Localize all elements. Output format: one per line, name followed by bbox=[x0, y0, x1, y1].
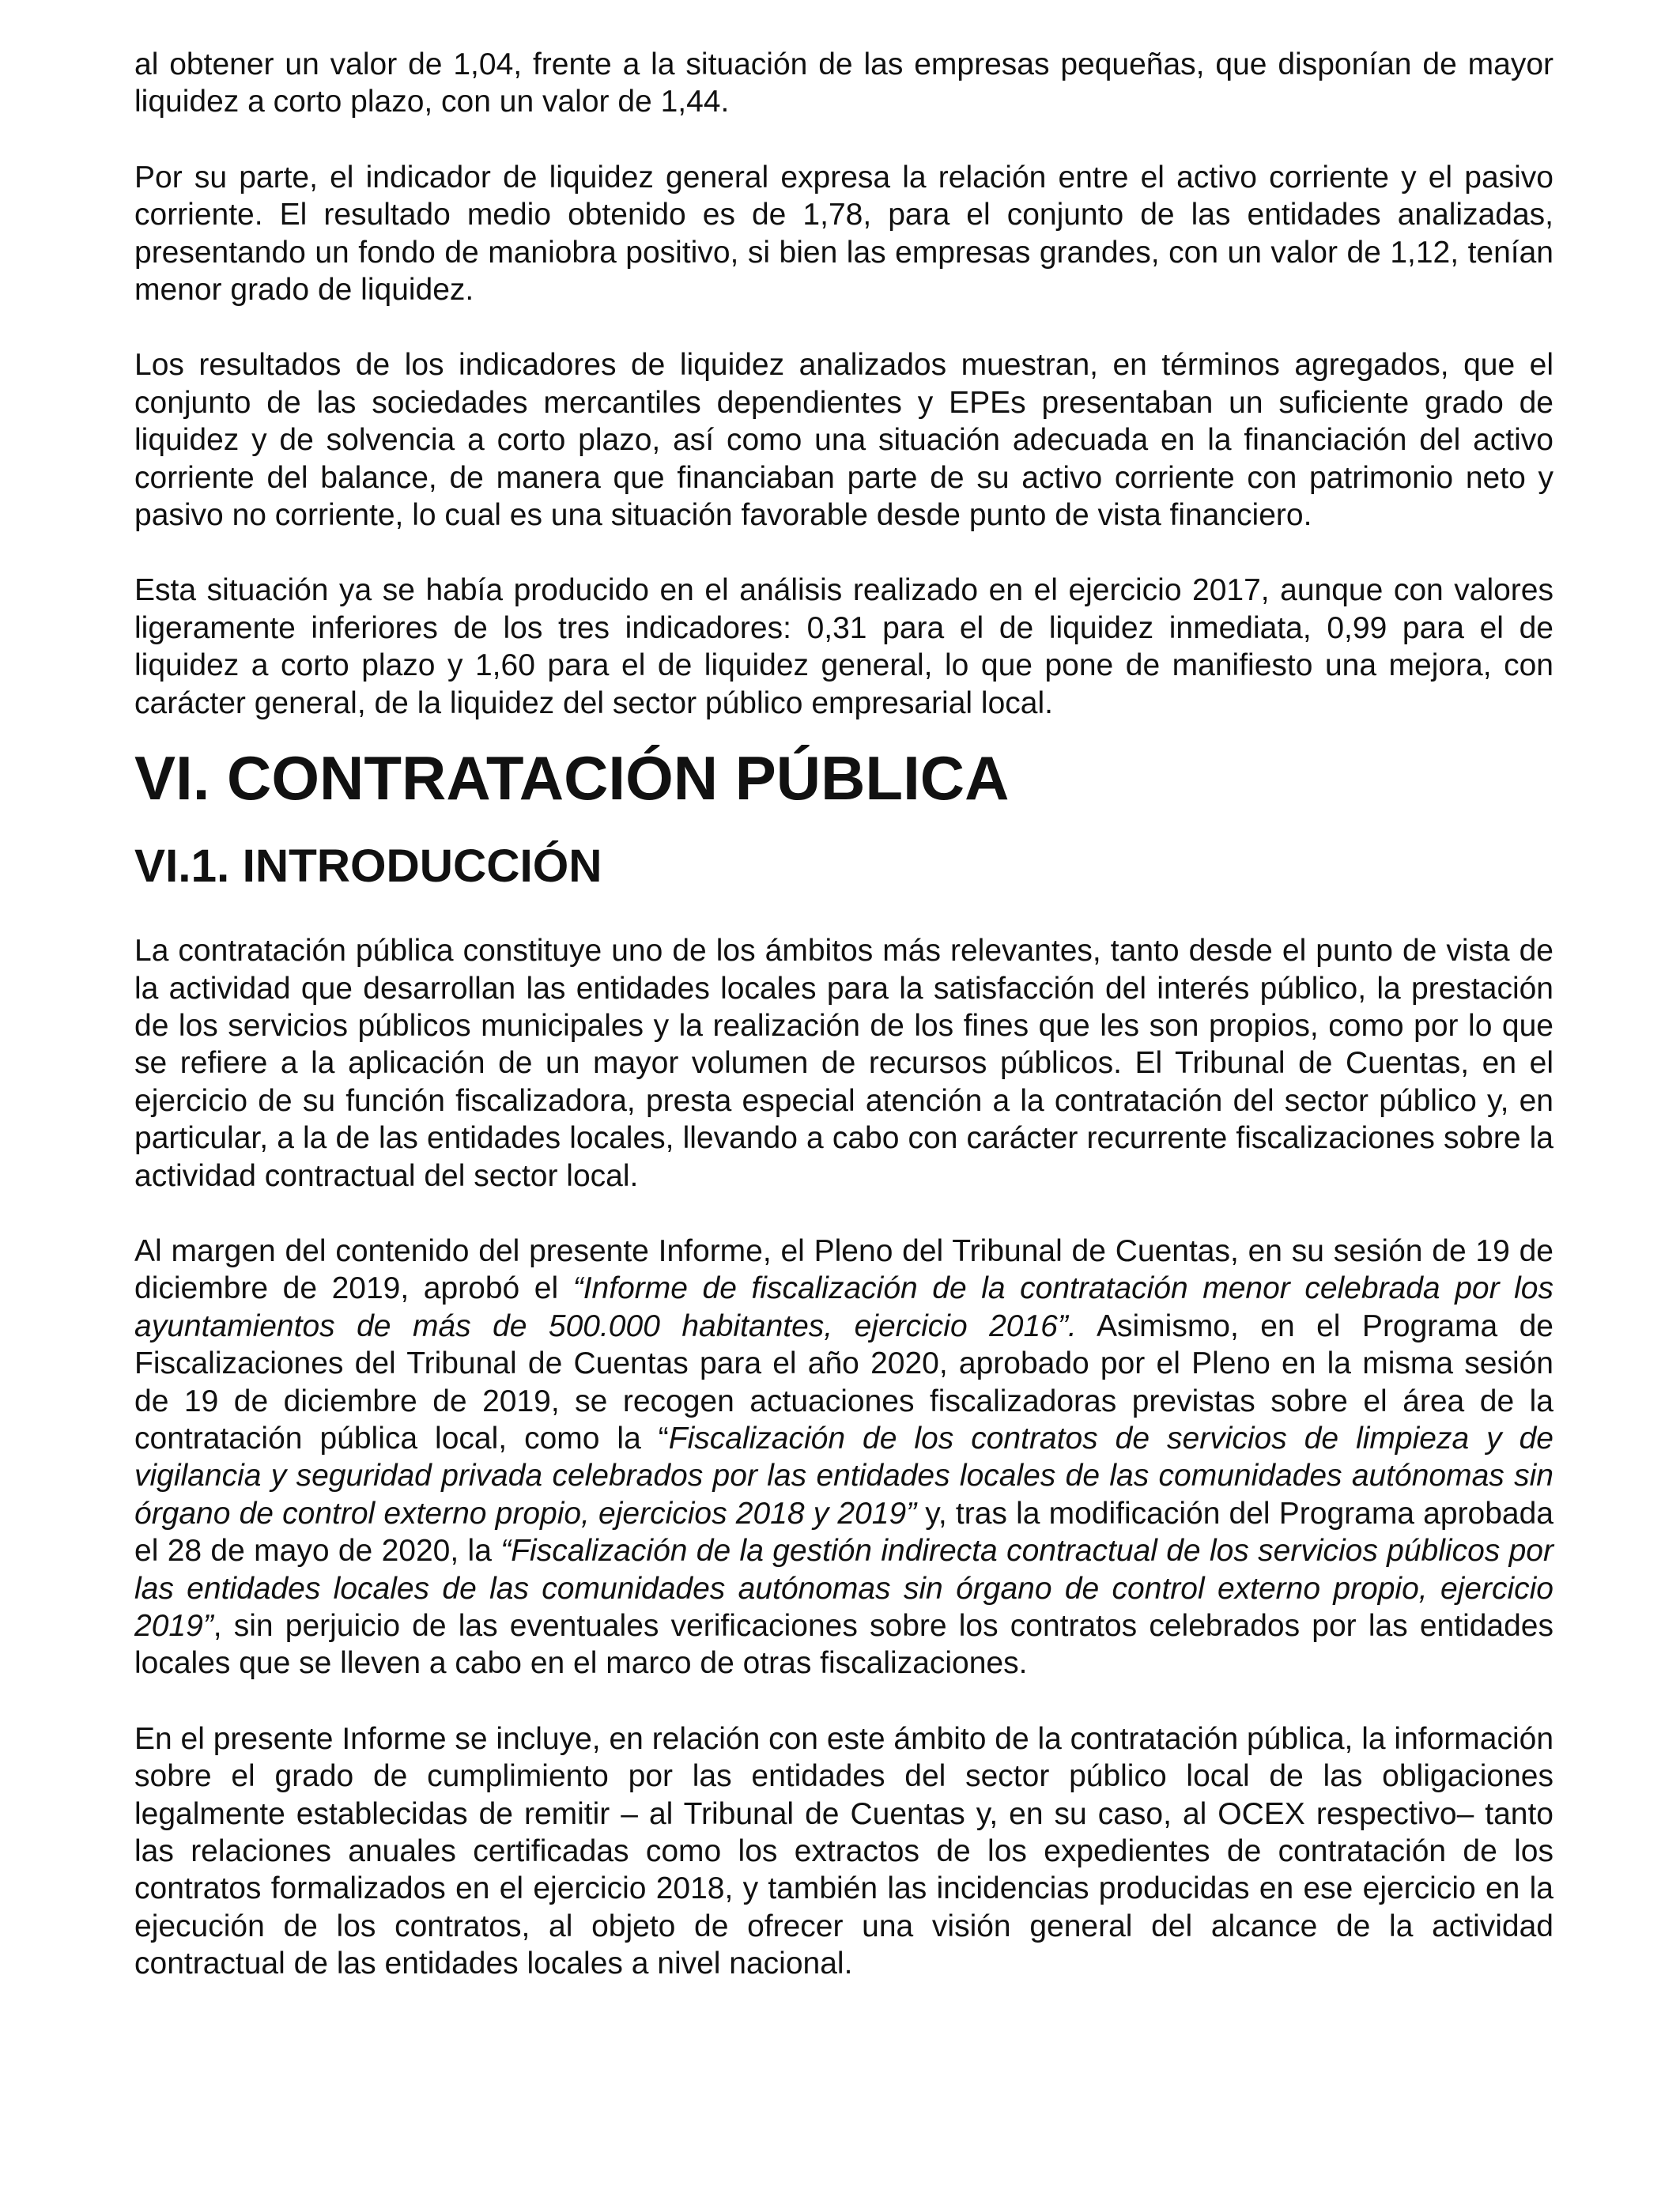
paragraph-report-scope: En el presente Informe se incluye, en relación con este ámbito de la contratación pública, la información sobre el grado de cumplimiento por las entidades del sector público local de las obligaciones legalmente establecidas de remitir – al Tribunal de Cuentas y, en su caso, al OCEX respectivo– tanto las relaciones anuales certificadas como los extractos de los expedientes de contratación de los contratos formalizados en el ejercicio 2018, y también las incidencias producidas en ese ejercicio en la ejecución de los contratos, al objeto de ofrecer una visión general del alcance de la actividad contractual de las entidades locales a nivel nacional. bbox=[134, 1721, 1554, 1981]
paragraph-liquidity-short-term: al obtener un valor de 1,04, frente a la situación de las empresas pequeñas, que disponían de mayor liquidez a corto plazo, con un valor de 1,44. bbox=[134, 47, 1554, 119]
paragraph-audit-program bbox=[134, 1233, 1554, 1682]
section-heading: VI. CONTRATACIÓN PÚBLICA bbox=[134, 743, 1010, 814]
paragraph-liquidity-2017-comparison: Esta situación ya se había producido en el análisis realizado en el ejercicio 2017, aunque con valores ligeramente inferiores de los tres indicadores: 0,31 para el de liquidez inmediata, 0,99 para el de liquidez a corto plazo y 1,60 para el de liquidez general, lo que pone de manifiesto una mejora, con carácter general, de la liquidez del sector público empresarial local. bbox=[134, 573, 1554, 720]
audit-title-cleaning-security: Fiscalización de los contratos de servicios de limpieza y de vigilancia y seguridad privada celebrados por las entidades locales de las comunidades autónomas sin órgano de control externo propio, ejercicios 2018 y 2019” bbox=[134, 1421, 1554, 1531]
paragraph-contracting-intro: La contratación pública constituye uno de los ámbitos más relevantes, tanto desde el punto de vista de la actividad que desarrollan las entidades locales para la satisfacción del interés público, la prestación de los servicios públicos municipales y la realización de los fines que les son propios, como por lo que se refiere a la aplicación de un mayor volumen de recursos públicos. El Tribunal de Cuentas, en el ejercicio de su función fiscalizadora, presta especial atención a la contratación del sector público y, en particular, a la de las entidades locales, llevando a cabo con carácter recurrente fiscalizaciones sobre la actividad contractual del sector local. bbox=[134, 934, 1554, 1193]
document-page bbox=[134, 46, 1554, 1983]
audit-program-text-3: y, tras la modificación del Programa aprobada el 28 de mayo de 2020, la bbox=[134, 1496, 1554, 1569]
subsection-heading: VI.1. INTRODUCCIÓN bbox=[134, 840, 602, 893]
paragraph-liquidity-results: Los resultados de los indicadores de liquidez analizados muestran, en términos agregados, que el conjunto de las sociedades mercantiles dependientes y EPEs presentaban un suficiente grado de liquidez y de solvencia a corto plazo, así como una situación adecuada en la financiación del activo corriente del balance, de manera que financiaban parte de su activo corriente con patrimonio neto y pasivo no corriente, lo cual es una situación favorable desde punto de vista financiero. bbox=[134, 348, 1554, 533]
audit-program-text-4: , sin perjuicio de las eventuales verificaciones sobre los contratos celebrados por las entidades locales que se lleven a cabo en el marco de otras fiscalizaciones. bbox=[134, 1609, 1554, 1681]
paragraph-liquidity-general: Por su parte, el indicador de liquidez general expresa la relación entre el activo corriente y el pasivo corriente. El resultado medio obtenido es de 1,78, para el conjunto de las entidades analizadas, presentando un fondo de maniobra positivo, si bien las empresas grandes, con un valor de 1,12, tenían menor grado de liquidez. bbox=[134, 160, 1554, 308]
audit-title-indirect-management: “Fiscalización de la gestión indirecta contractual de los servicios públicos por las entidades locales de las comunidades autónomas sin órgano de control externo propio, ejercicio 2019” bbox=[134, 1534, 1554, 1643]
audit-program-text-1: Al margen del contenido del presente Informe, el Pleno del Tribunal de Cuentas, en su sesión de 19 de diciembre de 2019, aprobó el bbox=[134, 1233, 1554, 1306]
audit-report-title-minor-contracts: “Informe de fiscalización de la contratación menor celebrada por los ayuntamientos de más de 500.000 habitantes, ejercicio 2016”. bbox=[134, 1271, 1554, 1343]
audit-program-text-2: Asimismo, en el Programa de Fiscalizaciones del Tribunal de Cuentas para el año 2020, aprobado por el Pleno en la misma sesión de 19 de diciembre de 2019, se recogen actuaciones fiscalizadoras previstas sobre el área de la contratación pública local, como la “ bbox=[134, 1308, 1554, 1456]
